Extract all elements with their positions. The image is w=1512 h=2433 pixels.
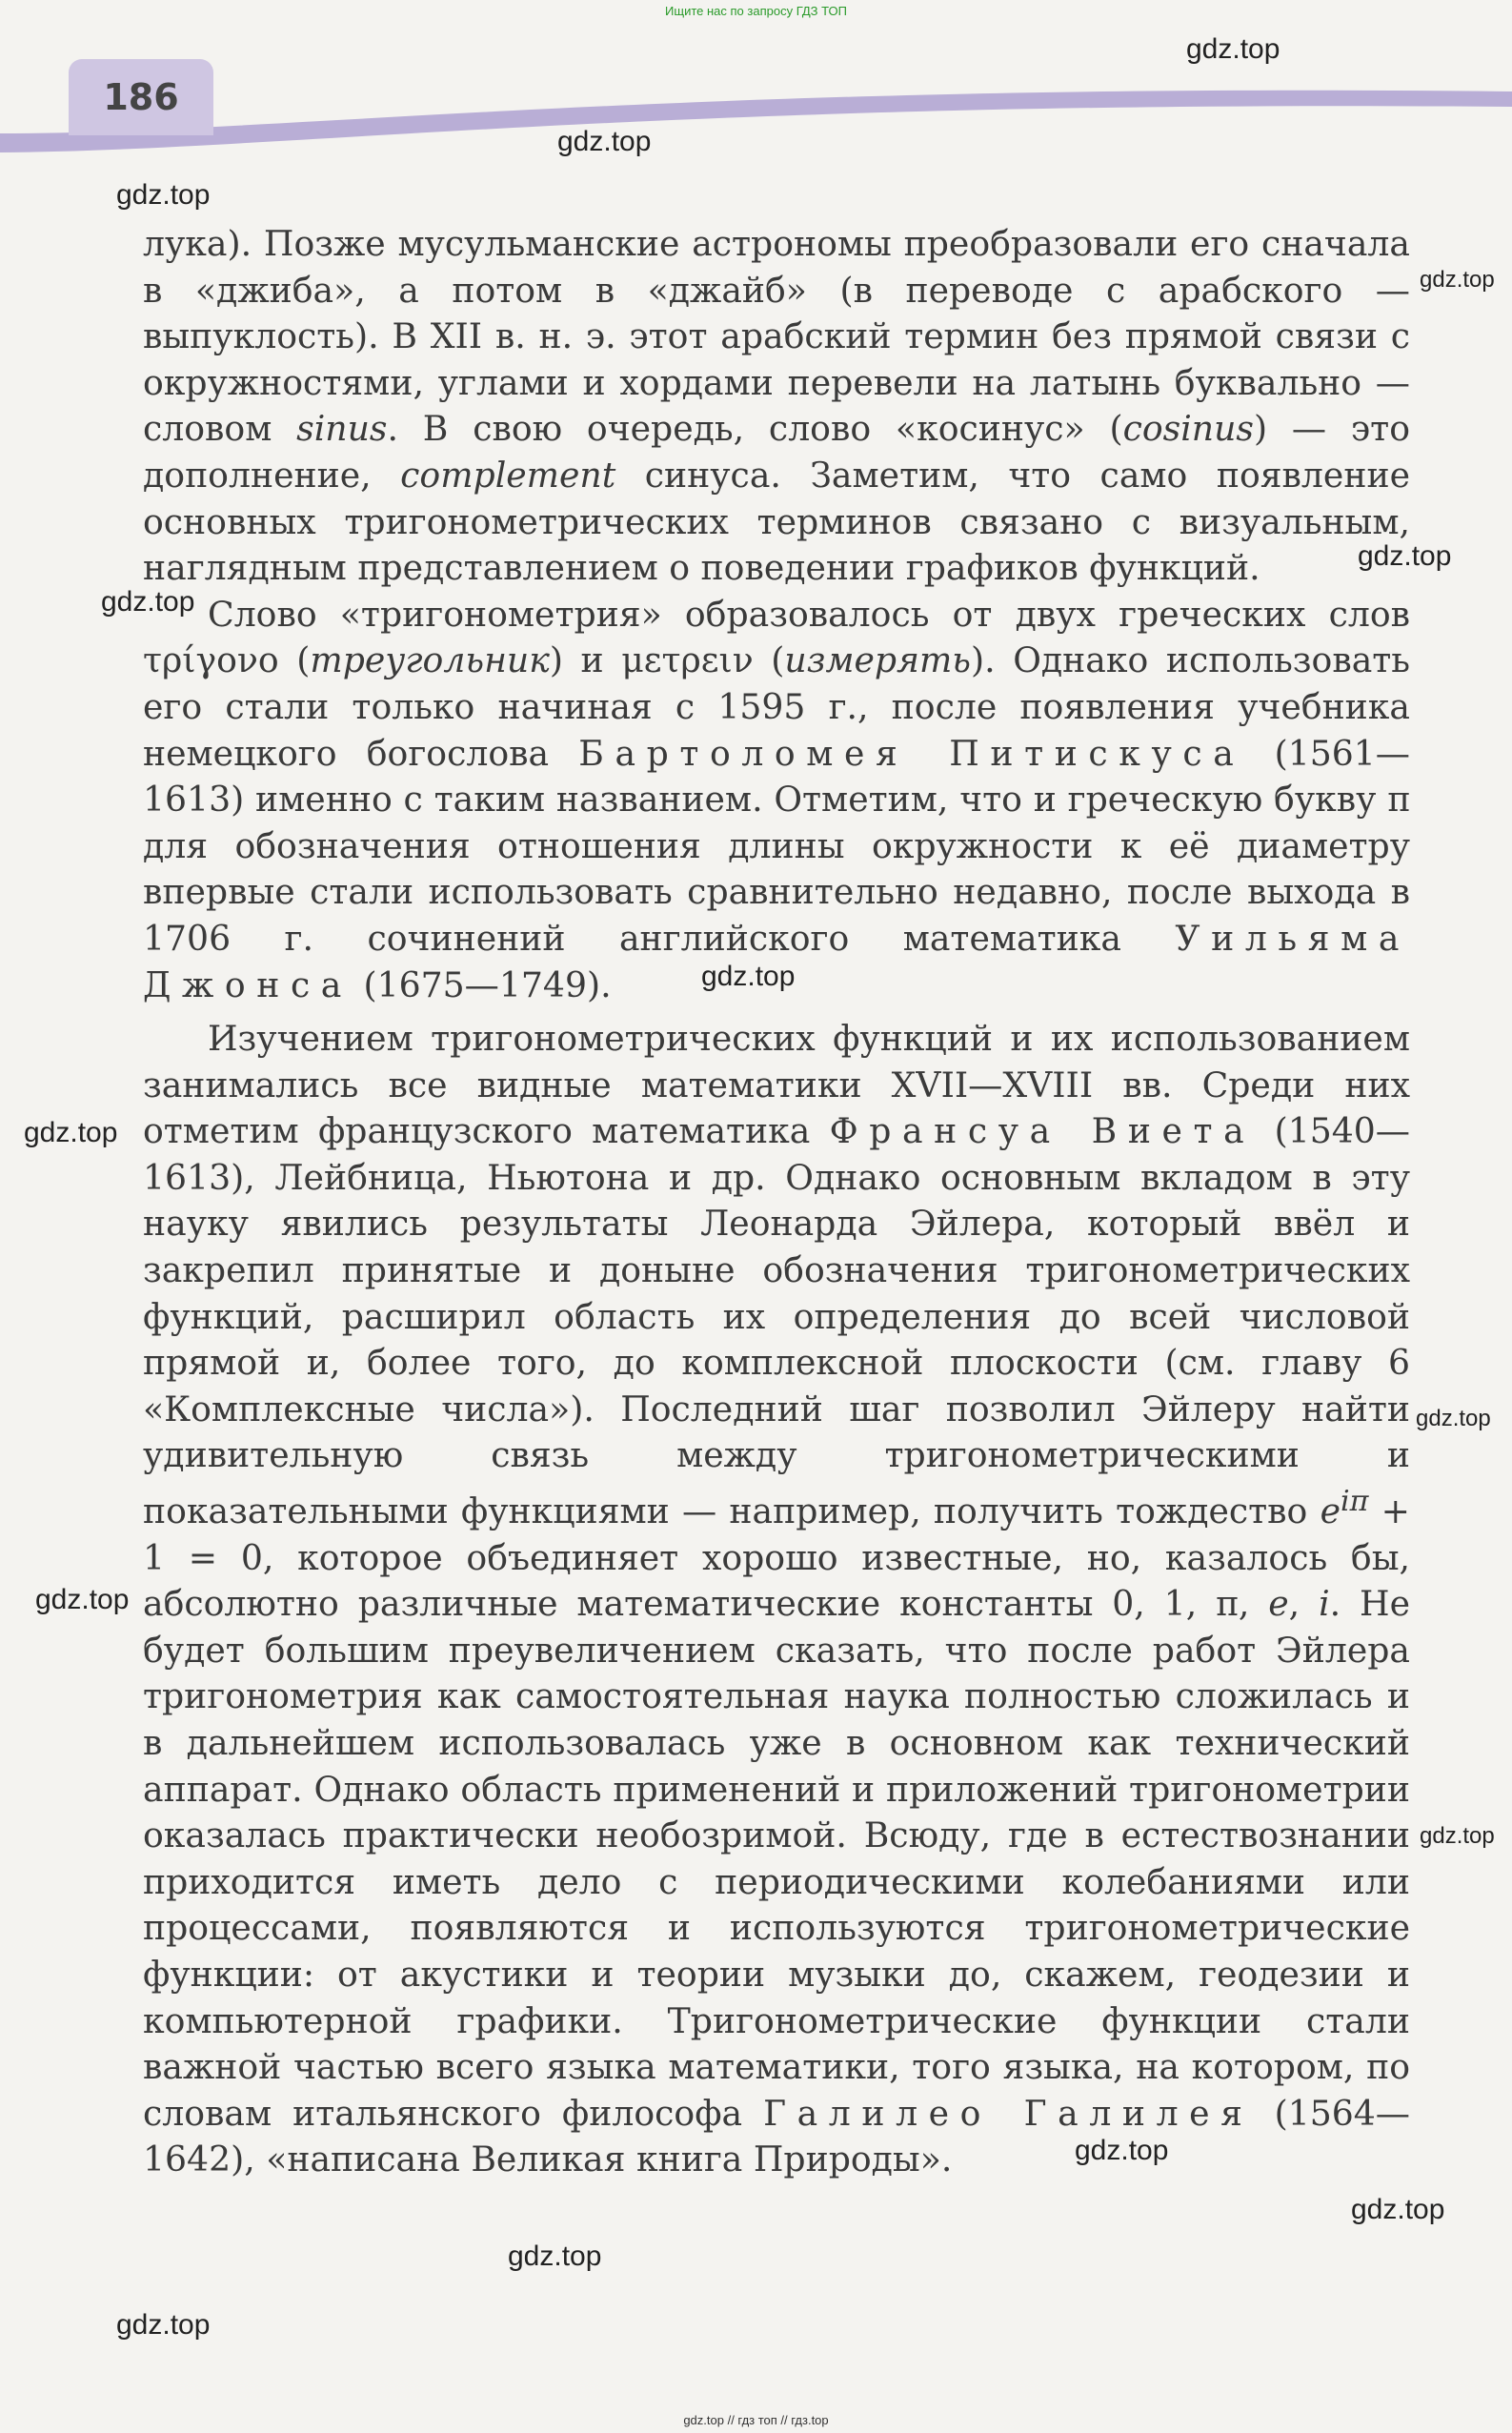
text-run: (1540—1613), Лейбница, Ньютона и др. Однако основным вкладом в эту науку явились результаты Леонарда Эйлера, который ввёл и закрепил принятые и доныне обозначения тригонометрических функций, расширил область их определения до всей числовой прямой и, более того, до комплексной плоскости (см. главу 6 «Комплексные числа»). Последний шаг позволил Эйлеру найти удивительную связь между тригонометрическими и показательными функциями — например, получить тождество [143, 1110, 1410, 1532]
watermark: gdz.top [1420, 267, 1495, 293]
watermark: gdz.top [557, 126, 652, 157]
text-run: Слово «тригонометрия» образовалось от двух греческих слов τρίγονο ( [143, 593, 1410, 681]
watermark: gdz.top [1075, 2135, 1169, 2166]
text-run: лука). Позже мусульманские астрономы преобразовали его сначала в «джиба», а потом в «джайб» (в переводе с арабского — выпуклость). В XII в. н. э. этот арабский термин без прямой связи с окружностями, углами и хордами перевели на латынь буквально — словом [143, 223, 1410, 450]
text-run: Изучением тригонометрических функций и их использованием занимались все видные математики XVII—XVIII вв. Среди них отметим французского математика [143, 1018, 1410, 1152]
watermark: gdz.top [1358, 540, 1452, 572]
spaced-name: Бартоломея Питискуса [578, 732, 1245, 774]
math-exponent: iπ [1340, 1485, 1369, 1519]
watermark: gdz.top [116, 179, 211, 211]
watermark: gdz.top [1420, 1823, 1495, 1849]
math-i: i [1319, 1583, 1330, 1625]
text-run: ). Однако использовать его стали только начиная с 1595 г., после появления учебника немецкого богослова [143, 639, 1410, 774]
watermark: gdz.top [701, 961, 796, 992]
text-run: (1675—1749). [352, 963, 612, 1005]
header-band [0, 46, 1512, 170]
watermark: gdz.top [101, 586, 195, 618]
text-run: . В свою очередь, слово «косинус» ( [387, 408, 1123, 450]
math-e: e [1268, 1583, 1289, 1625]
spaced-name: Франсуа Виета [829, 1110, 1256, 1152]
watermark: gdz.top [35, 1584, 130, 1615]
text-run: , [1288, 1583, 1320, 1625]
math-e: e [1320, 1490, 1341, 1532]
text-run: + 1 = 0, которое объединяет хорошо известные, но, казалось бы, абсолютно различные математические константы 0, 1, π, [143, 1490, 1410, 1625]
watermark: gdz.top [116, 2309, 211, 2341]
text-run: (1564—1642), «написана Великая книга Природы». [143, 2092, 1410, 2180]
text-body [143, 221, 1410, 2183]
paragraph-1 [143, 221, 1410, 592]
watermark: gdz.top [1351, 2194, 1445, 2225]
italic-term: треугольник [310, 639, 550, 681]
italic-term: sinus [296, 408, 388, 450]
text-run: . Не будет большим преувеличением сказать, что после работ Эйлера тригонометрия как самостоятельная наука полностью сложилась и в дальнейшем использовалась уже в основном как технический аппарат. Однако область применений и приложений тригонометрии оказалась практически необозримой. Всюду, где в естествознании приходится иметь дело с периодическими колебаниями или процессами, появляются и используются тригонометрические функции: от акустики и теории музыки до, скажем, геодезии и компьютерной графики. Тригонометрические функции стали важной частью всего языка математики, того языка, на котором, по словам итальянского философа [143, 1583, 1410, 2134]
top-note: Ищите нас по запросу ГДЗ ТОП [665, 4, 847, 18]
text-run: ) и μετρειν ( [549, 639, 785, 681]
text-run: ) — это дополнение, [143, 408, 1410, 496]
footer-note: gdz.top // гдз топ // гдз.top [683, 2413, 829, 2427]
text-run: синуса. Заметим, что само появление основных тригонометрических терминов связано с визуальным, наглядным представлением о поведении графиков функций. [143, 454, 1410, 589]
spaced-name: Галилео Галилея [763, 2092, 1254, 2134]
italic-term: cosinus [1122, 408, 1254, 450]
spaced-name: Уильяма Джонса [143, 917, 1410, 1005]
paragraph-3 [143, 1016, 1410, 2183]
page-number-tab [69, 59, 213, 135]
text-run: (1561—1613) именно с таким названием. Отметим, что и греческую букву π для обозначения отношения длины окружности к её диаметру впервые стали использовать сравнительно недавно, после выхода в 1706 г. сочинений английского математика [143, 732, 1410, 959]
paragraph-2 [143, 592, 1410, 1008]
italic-term: complement [400, 454, 616, 496]
italic-term: измерять [784, 639, 972, 681]
watermark: gdz.top [1186, 33, 1280, 65]
page-number: 186 [103, 76, 179, 118]
watermark: gdz.top [508, 2240, 602, 2272]
watermark: gdz.top [1416, 1406, 1491, 1431]
watermark: gdz.top [24, 1117, 118, 1148]
